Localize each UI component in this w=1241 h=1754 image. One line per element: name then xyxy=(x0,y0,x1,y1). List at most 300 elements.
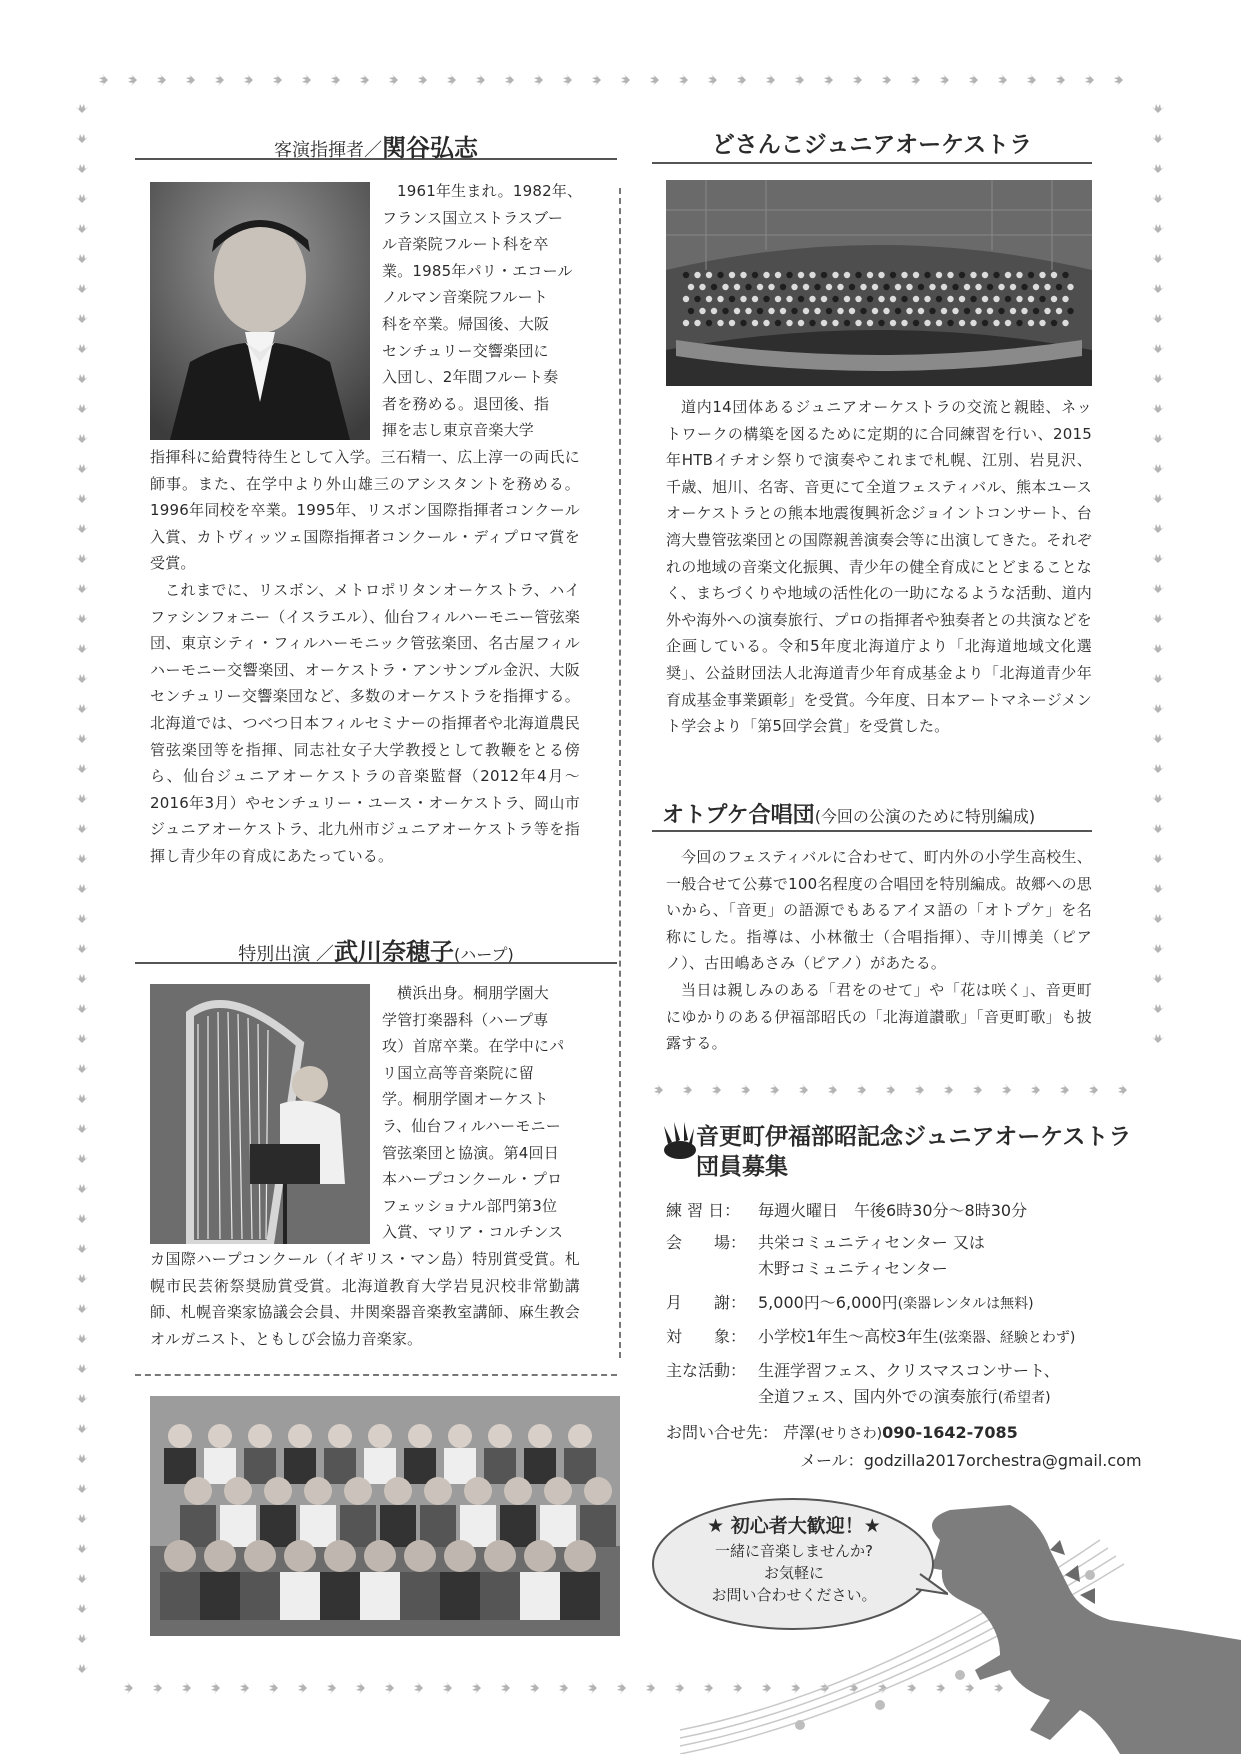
orchestra-member xyxy=(1051,320,1057,326)
orchestra-member xyxy=(890,296,896,302)
orchestra-member xyxy=(890,320,896,326)
footprint-icon xyxy=(76,524,88,533)
orchestra-member xyxy=(987,308,993,314)
orchestra-member xyxy=(814,284,820,290)
contact-name: 芹澤 xyxy=(783,1423,816,1442)
footprint-icon xyxy=(683,1084,692,1096)
orchestra-member xyxy=(1056,284,1062,290)
footprint-icon xyxy=(76,584,88,593)
person-figure xyxy=(544,1477,572,1505)
conductor-bio-wrapped xyxy=(382,178,583,444)
footprint-icon xyxy=(327,1682,336,1694)
choir-name: オトプケ合唱団 xyxy=(662,803,815,828)
orchestra-member xyxy=(694,272,700,278)
footprint-icon xyxy=(1152,224,1164,233)
recruit-row-value: 木野コミュニティセンター xyxy=(758,1259,948,1278)
person-body xyxy=(180,1505,216,1547)
orchestra-member xyxy=(959,296,965,302)
person-body xyxy=(420,1505,456,1547)
recruit-row-note: (楽器レンタルは無料) xyxy=(897,1296,1034,1312)
orchestra-member xyxy=(849,308,855,314)
harp-illustration xyxy=(150,984,370,1244)
footprint-icon xyxy=(414,1682,423,1694)
orchestra-member xyxy=(952,308,958,314)
footprint-icon xyxy=(973,1084,982,1096)
conductor-bio-line: 者を務める。退団後、指 xyxy=(382,394,550,413)
footprint-icon xyxy=(76,1364,88,1373)
orchestra-member xyxy=(706,320,712,326)
orchestra-member xyxy=(867,320,873,326)
orchestra-member xyxy=(826,308,832,314)
harpist-instrument: (ハープ) xyxy=(454,945,514,964)
person-figure xyxy=(368,1424,392,1448)
footprint-icon xyxy=(128,74,137,86)
orchestra-member xyxy=(740,272,746,278)
harpist-bio-body xyxy=(150,1246,580,1352)
footprint-icon xyxy=(443,1682,452,1694)
footprint-icon xyxy=(76,1634,88,1643)
footprint-icon xyxy=(76,284,88,293)
person-body xyxy=(280,1572,320,1620)
orchestra-member xyxy=(941,308,947,314)
orchestra-member xyxy=(855,320,861,326)
orchestra-member xyxy=(906,308,912,314)
footprint-icon xyxy=(1152,314,1164,323)
person-figure xyxy=(384,1477,412,1505)
footprint-icon xyxy=(1152,734,1164,743)
orchestra-member xyxy=(906,284,912,290)
harpist-header xyxy=(135,932,617,964)
recruit-row xyxy=(666,1358,1060,1381)
orchestra-member xyxy=(947,320,953,326)
footprint-icon xyxy=(1027,74,1036,86)
footprint-icon xyxy=(76,1604,88,1613)
footprint-icon xyxy=(76,1124,88,1133)
footprint-icon xyxy=(621,74,630,86)
footprint-icon xyxy=(741,1084,750,1096)
footprint-icon xyxy=(76,1484,88,1493)
orchestra-member xyxy=(883,308,889,314)
footprint-icon xyxy=(646,1682,655,1694)
orchestra-member xyxy=(849,284,855,290)
person-figure xyxy=(444,1540,476,1572)
orchestra-member xyxy=(878,320,884,326)
recruit-row xyxy=(666,1198,1027,1221)
orchestra-member xyxy=(1039,320,1045,326)
recruit-title-line1: 音更町伊福部昭記念ジュニアオーケストラ xyxy=(696,1124,1132,1150)
footprint-icon xyxy=(76,854,88,863)
footprint-icon xyxy=(76,1184,88,1193)
footprint-icon xyxy=(76,194,88,203)
footprint-icon xyxy=(1152,434,1164,443)
footprint-icon xyxy=(1152,974,1164,983)
dosanko-description: 道内14団体あるジュニアオーケストラの交流と親睦、ネットワークの構築を図るために定期的に合同練習を行い、2015年HTBイチオシ祭りで演奏やこれまで札幌、江別、岩見沢、千歳、旭川、名寄、音更にて全道フェスティバル、熊本ユースオーケストラとの熊本地震復興祈念ジョイントコンサート、台湾大豊管弦楽団との国際親善演奏会等に出演してきた。それぞれの地域の音楽文化振興、青少年の健全育成にとどまることなく、まちづくりや地域の活性化の一助になるような活動、道内外や海外への演奏旅行、プロの指揮者や独奏者との共演などを企画している。令和5年度北海道庁より「北海道地域文化選奨」、公益財団法人北海道青少年育成基金より「北海道青少年育成基金事業顕彰」を受賞。今年度、日本アートマネージメント学会より「第5回学会賞」を受賞した。 xyxy=(666,398,1092,736)
orchestra-member xyxy=(775,320,781,326)
footprint-icon xyxy=(799,1084,808,1096)
orchestra-member xyxy=(1039,272,1045,278)
person-figure xyxy=(528,1424,552,1448)
recruit-contact xyxy=(666,1420,1018,1443)
harpist-bio-line: リ国立高等音楽院に留 xyxy=(382,1063,535,1082)
person-body xyxy=(440,1572,480,1620)
footprint-icon xyxy=(153,1682,162,1694)
harpist-bio-line: 学管打楽器科（ハープ専 xyxy=(382,1010,549,1029)
conductor-bio-line: 揮を志し東京音楽大学 xyxy=(382,421,535,440)
mail-address[interactable]: godzilla2017orchestra@gmail.com xyxy=(863,1451,1142,1470)
orchestra-member xyxy=(844,296,850,302)
person-body xyxy=(580,1505,616,1547)
orchestra-member xyxy=(1028,296,1034,302)
footprint-icon xyxy=(389,74,398,86)
footprint-icon xyxy=(1118,1084,1127,1096)
orchestra-member xyxy=(924,296,930,302)
orchestra-member xyxy=(982,296,988,302)
orchestra-member xyxy=(717,320,723,326)
footprint-icon xyxy=(99,74,108,86)
orchestra-member xyxy=(1028,320,1034,326)
orchestra-member xyxy=(740,296,746,302)
footprint-icon xyxy=(76,1394,88,1403)
conductor-bio-paragraph2: これまでに、リスボン、メトロポリタンオーケストラ、ハイファシンフォニー（イスラエル）、仙台フィルハーモニー管弦楽団、東京シティ・フィルハーモニック管弦楽団、名古屋フィルハーモニー交響楽団、オーケストラ・アンサンブル金沢、大阪センチュリー交響楽団など、多数のオーケストラを指揮する。北海道では、つべつ日本フィルセミナーの指揮者や北海道農民管弦楽団等を指揮、同志社女子大学教授として教鞭をとる傍ら、仙台ジュニアオーケストラの音楽監督（2012年4月〜2016年3月）やセンチュリー・ユース・オーケストラ、岡山市ジュニアオーケストラ、北九州市ジュニアオーケストラ等を指揮し青少年の育成にあたっている。 xyxy=(150,580,580,865)
person-body xyxy=(260,1505,296,1547)
footprint-icon xyxy=(76,644,88,653)
person-figure xyxy=(464,1477,492,1505)
person-figure xyxy=(448,1424,472,1448)
orchestra-member xyxy=(837,308,843,314)
orchestra-member xyxy=(752,296,758,302)
conductor-bio-body xyxy=(150,444,580,870)
orchestra-member xyxy=(936,272,942,278)
harpist-bio-line: 横浜出身。桐朋学園大 xyxy=(397,984,550,1002)
person-body xyxy=(284,1448,316,1484)
orchestra-member xyxy=(706,272,712,278)
orchestra-member xyxy=(860,284,866,290)
footprint-icon xyxy=(1002,1084,1011,1096)
orchestra-member xyxy=(722,284,728,290)
orchestra-member xyxy=(936,296,942,302)
conductor-header xyxy=(135,128,617,160)
orchestra-member xyxy=(855,296,861,302)
orchestra-member xyxy=(1062,296,1068,302)
orchestra-member xyxy=(809,272,815,278)
person-body xyxy=(500,1505,536,1547)
footprint-icon xyxy=(76,764,88,773)
orchestra-member xyxy=(1010,308,1016,314)
footprint-icon xyxy=(824,74,833,86)
footprint-icon xyxy=(501,1682,510,1694)
recruit-row xyxy=(666,1256,948,1279)
recruit-row-value: 生涯学習フェス、クリスマスコンサート、 xyxy=(758,1361,1060,1380)
orchestra-member xyxy=(878,296,884,302)
footprint-icon xyxy=(76,734,88,743)
footprint-icon xyxy=(712,1084,721,1096)
footprint-icon xyxy=(302,74,311,86)
footprint-icon xyxy=(708,74,717,86)
footprint-icon xyxy=(944,1084,953,1096)
footprint-icon xyxy=(447,74,456,86)
orchestra-member xyxy=(803,308,809,314)
footprint-icon xyxy=(559,1682,568,1694)
orchestra-member xyxy=(706,296,712,302)
footprint-icon xyxy=(617,1682,626,1694)
person-body xyxy=(160,1572,200,1620)
footprint-icon xyxy=(76,314,88,323)
person-body xyxy=(360,1572,400,1620)
orchestra-member xyxy=(901,296,907,302)
recruit-row-note: (希望者) xyxy=(997,1390,1051,1406)
footprint-icon xyxy=(76,134,88,143)
orchestra-member xyxy=(832,272,838,278)
person-body xyxy=(560,1572,600,1620)
orchestra-member xyxy=(929,308,935,314)
footprint-icon xyxy=(1152,104,1164,113)
orchestra-member xyxy=(745,308,751,314)
footprint-icon xyxy=(1152,914,1164,923)
orchestra-member xyxy=(803,284,809,290)
footprint-icon xyxy=(76,944,88,953)
contact-label: お問い合せ先： xyxy=(666,1423,779,1442)
orchestra-member xyxy=(1044,284,1050,290)
recruit-row-value: 共栄コミュニティセンター 又は xyxy=(758,1233,985,1252)
recruit-row-label: 対 象： xyxy=(666,1327,747,1346)
orchestra-member xyxy=(1010,284,1016,290)
footprint-icon xyxy=(76,554,88,563)
footprint-icon xyxy=(679,74,688,86)
person-figure xyxy=(484,1540,516,1572)
footprint-icon xyxy=(770,1084,779,1096)
orchestra-member xyxy=(775,272,781,278)
footprint-icon xyxy=(1152,374,1164,383)
orchestra-member xyxy=(1051,272,1057,278)
junior-group-photo xyxy=(150,1396,620,1636)
conductor-bio-line: 入団し、2年間フルート奏 xyxy=(382,368,559,387)
footprint-icon xyxy=(530,1682,539,1694)
footprint-icon xyxy=(563,74,572,86)
contact-phone[interactable]: 090-1642-7085 xyxy=(882,1423,1018,1442)
orchestra-member xyxy=(998,308,1004,314)
person-body xyxy=(520,1572,560,1620)
conductor-bio-line: 業。1985年パリ・エコール xyxy=(382,261,573,280)
footprint-icon xyxy=(1114,74,1123,86)
orchestra-member xyxy=(844,320,850,326)
footprint-icon xyxy=(76,614,88,623)
orchestra-member xyxy=(895,308,901,314)
person-body xyxy=(204,1448,236,1484)
dosanko-body xyxy=(666,394,1092,740)
harpist-bio-wrapped xyxy=(382,980,580,1246)
orchestra-member xyxy=(821,296,827,302)
footprint-icon xyxy=(76,1004,88,1013)
footprint-icon xyxy=(1152,884,1164,893)
recruit-mail xyxy=(800,1448,1142,1471)
footprint-icon xyxy=(1152,764,1164,773)
recruit-title-line2: 団員募集 xyxy=(696,1154,788,1180)
bubble-line2: お気軽に xyxy=(763,1564,824,1582)
conductor-bio-continued: 指揮科に給費特待生として入学。三石精一、広上淳一の両氏に師事。また、在学中より外山雄三のアシスタントを務める。1996年同校を卒業。1995年、リスボン国際指揮者コンクール入賞、カトヴィッツェ国際指揮者コンクール・ディプロマ賞を受賞。 xyxy=(150,448,580,573)
orchestra-member xyxy=(740,320,746,326)
footprint-icon xyxy=(76,1094,88,1103)
orchestra-member xyxy=(791,308,797,314)
orchestra-member xyxy=(1016,272,1022,278)
orchestra-member xyxy=(1033,308,1039,314)
person-body xyxy=(200,1572,240,1620)
orchestra-member xyxy=(970,320,976,326)
orchestra-member xyxy=(711,284,717,290)
person-body xyxy=(164,1448,196,1484)
orchestra-member xyxy=(872,284,878,290)
footprint-icon xyxy=(1152,494,1164,503)
footprint-icon xyxy=(76,794,88,803)
orchestra-member xyxy=(1021,284,1027,290)
footprint-icon xyxy=(1152,794,1164,803)
footprint-icon xyxy=(76,1034,88,1043)
orchestra-member xyxy=(798,320,804,326)
footprint-icon xyxy=(76,1334,88,1343)
person-body xyxy=(400,1572,440,1620)
footprint-icon xyxy=(1152,554,1164,563)
person-figure xyxy=(404,1540,436,1572)
footprint-icon xyxy=(385,1682,394,1694)
orchestra-member xyxy=(699,308,705,314)
orchestra-member xyxy=(1005,272,1011,278)
footprint-icon xyxy=(76,914,88,923)
orchestra-member xyxy=(1021,308,1027,314)
concert-hall-photo xyxy=(666,180,1092,386)
orchestra-member xyxy=(1044,308,1050,314)
orchestra-member xyxy=(975,284,981,290)
person-body xyxy=(460,1505,496,1547)
bubble-line3: お問い合わせください。 xyxy=(711,1586,877,1604)
person-figure xyxy=(504,1477,532,1505)
orchestra-member xyxy=(809,320,815,326)
footprint-icon xyxy=(76,1304,88,1313)
person-body xyxy=(484,1448,516,1484)
orchestra-member xyxy=(757,308,763,314)
orchestra-member xyxy=(763,296,769,302)
footprint-icon xyxy=(1152,464,1164,473)
orchestra-member xyxy=(757,284,763,290)
footprint-icon xyxy=(915,1084,924,1096)
person-figure xyxy=(424,1477,452,1505)
person-figure xyxy=(284,1540,316,1572)
orchestra-member xyxy=(1005,320,1011,326)
person-body xyxy=(324,1448,356,1484)
orchestra-member xyxy=(895,284,901,290)
recruit-row xyxy=(666,1324,1075,1347)
footprint-icon xyxy=(1031,1084,1040,1096)
footprint-icon xyxy=(76,1544,88,1553)
person-figure xyxy=(264,1477,292,1505)
footprint-icon xyxy=(298,1682,307,1694)
footprint-icon xyxy=(911,74,920,86)
conductor-bio-line: ノルマン音楽院フルート xyxy=(382,288,549,307)
footprint-icon xyxy=(76,1664,88,1673)
recruit-row-value: 小学校1年生〜高校3年生 xyxy=(758,1327,939,1346)
orchestra-member xyxy=(780,284,786,290)
orchestra-member xyxy=(970,272,976,278)
footprint-icon xyxy=(505,74,514,86)
orchestra-member xyxy=(890,272,896,278)
orchestra-member xyxy=(786,272,792,278)
footprint-icon xyxy=(1089,1084,1098,1096)
person-figure xyxy=(164,1540,196,1572)
footprint-icon xyxy=(650,74,659,86)
orchestra-member xyxy=(832,320,838,326)
footprint-icon xyxy=(76,1244,88,1253)
orchestra-member xyxy=(717,272,723,278)
harpist-bio-line: 学。桐朋学園オーケスト xyxy=(382,1090,549,1109)
orchestra-member xyxy=(722,308,728,314)
orchestra-member xyxy=(883,284,889,290)
orchestra-member xyxy=(987,284,993,290)
footprint-icon xyxy=(828,1084,837,1096)
footprint-icon xyxy=(76,494,88,503)
person-figure xyxy=(328,1424,352,1448)
bubble-line1: 一緒に音楽しませんか? xyxy=(715,1542,873,1560)
person-figure xyxy=(364,1540,396,1572)
footprint-icon xyxy=(76,1274,88,1283)
orchestra-member xyxy=(1067,308,1073,314)
orchestra-member xyxy=(924,320,930,326)
harpist-bio-line: ラ、仙台フィルハーモニー xyxy=(382,1116,561,1135)
footprint-icon xyxy=(853,74,862,86)
footprint-icon xyxy=(211,1682,220,1694)
conductor-bio-line: 科を卒業。帰国後、大阪 xyxy=(382,314,550,333)
conductor-bio-line: ル音楽院フルート科を卒 xyxy=(382,235,549,254)
recruit-row-label: 月 謝： xyxy=(666,1293,747,1312)
person-figure xyxy=(304,1477,332,1505)
person-figure xyxy=(568,1424,592,1448)
footprint-icon xyxy=(1152,404,1164,413)
orchestra-member xyxy=(688,308,694,314)
orchestra-member xyxy=(798,272,804,278)
orchestra-member xyxy=(832,296,838,302)
footprint-icon xyxy=(472,1682,481,1694)
orchestra-member xyxy=(993,296,999,302)
footprint-icon xyxy=(1152,164,1164,173)
concert-hall-illustration xyxy=(666,180,1092,386)
footprint-icon xyxy=(76,164,88,173)
choir-header xyxy=(652,798,1092,832)
orchestra-member xyxy=(775,296,781,302)
orchestra-member xyxy=(729,272,735,278)
footprint-icon xyxy=(1152,944,1164,953)
person-body xyxy=(540,1505,576,1547)
orchestra-member xyxy=(924,272,930,278)
footprint-icon xyxy=(76,374,88,383)
harpist-bio-line: フェッショナル部門第3位 xyxy=(382,1196,558,1215)
harpist-name: 武川奈穂子 xyxy=(334,938,455,966)
footprint-icon xyxy=(969,74,978,86)
orchestra-member xyxy=(941,284,947,290)
footprint-icon xyxy=(998,74,1007,86)
footprint-icon xyxy=(76,824,88,833)
orchestra-member xyxy=(959,320,965,326)
harpist-bio-line: 攻）首席卒業。在学中にパ xyxy=(382,1037,565,1056)
footprint-icon xyxy=(1152,824,1164,833)
orchestra-member xyxy=(929,284,935,290)
orchestra-member xyxy=(798,296,804,302)
person-body xyxy=(340,1505,376,1547)
footprint-icon xyxy=(766,74,775,86)
footprint-icon xyxy=(418,74,427,86)
footprint-icon xyxy=(76,884,88,893)
footprint-icon xyxy=(215,74,224,86)
orchestra-member xyxy=(1062,320,1068,326)
recruit-row-label: 会 場： xyxy=(666,1233,747,1252)
orchestra-member xyxy=(786,296,792,302)
orchestra-member xyxy=(947,272,953,278)
